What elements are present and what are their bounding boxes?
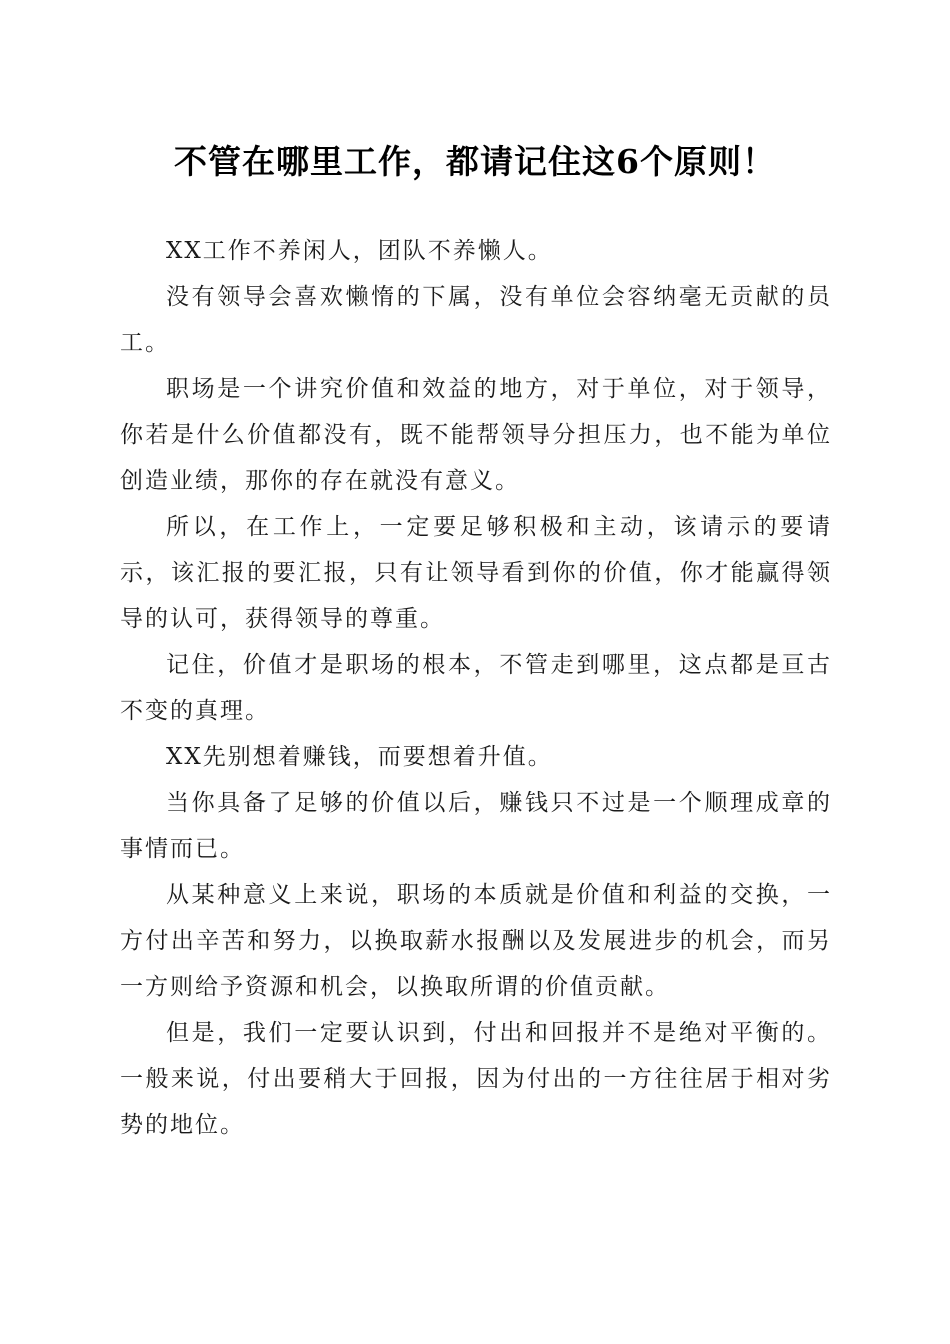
paragraph: 职场是一个讲究价值和效益的地方，对于单位，对于领导，你若是什么价值都没有，既不能帮领导分担压力，也不能为单位创造业绩，那你的存在就没有意义。 xyxy=(120,376,832,494)
paragraph: 记住，价值才是职场的根本，不管走到哪里，这点都是亘古不变的真理。 xyxy=(120,652,832,724)
paragraph: XX工作不养闲人，团队不养懒人。 xyxy=(166,238,553,264)
paragraph: XX先别想着赚钱，而要想着升值。 xyxy=(166,744,553,770)
document-title: 不管在哪里工作，都请记住这6个原则！ xyxy=(174,142,776,181)
document-body xyxy=(120,228,832,1148)
paragraph: 所以，在工作上，一定要足够积极和主动，该请示的要请示，该汇报的要汇报，只有让领导看到你的价值，你才能赢得领导的认可，获得领导的尊重。 xyxy=(120,514,832,632)
paragraph: 但是，我们一定要认识到，付出和回报并不是绝对平衡的。一般来说，付出要稍大于回报，因为付出的一方往往居于相对劣势的地位。 xyxy=(120,1020,832,1138)
paragraph: 从某种意义上来说，职场的本质就是价值和利益的交换，一方付出辛苦和努力，以换取薪水报酬以及发展进步的机会，而另一方则给予资源和机会，以换取所谓的价值贡献。 xyxy=(120,882,832,1000)
paragraph: 没有领导会喜欢懒惰的下属，没有单位会容纳毫无贡献的员工。 xyxy=(120,284,832,356)
paragraph: 当你具备了足够的价值以后，赚钱只不过是一个顺理成章的事情而已。 xyxy=(120,790,832,862)
